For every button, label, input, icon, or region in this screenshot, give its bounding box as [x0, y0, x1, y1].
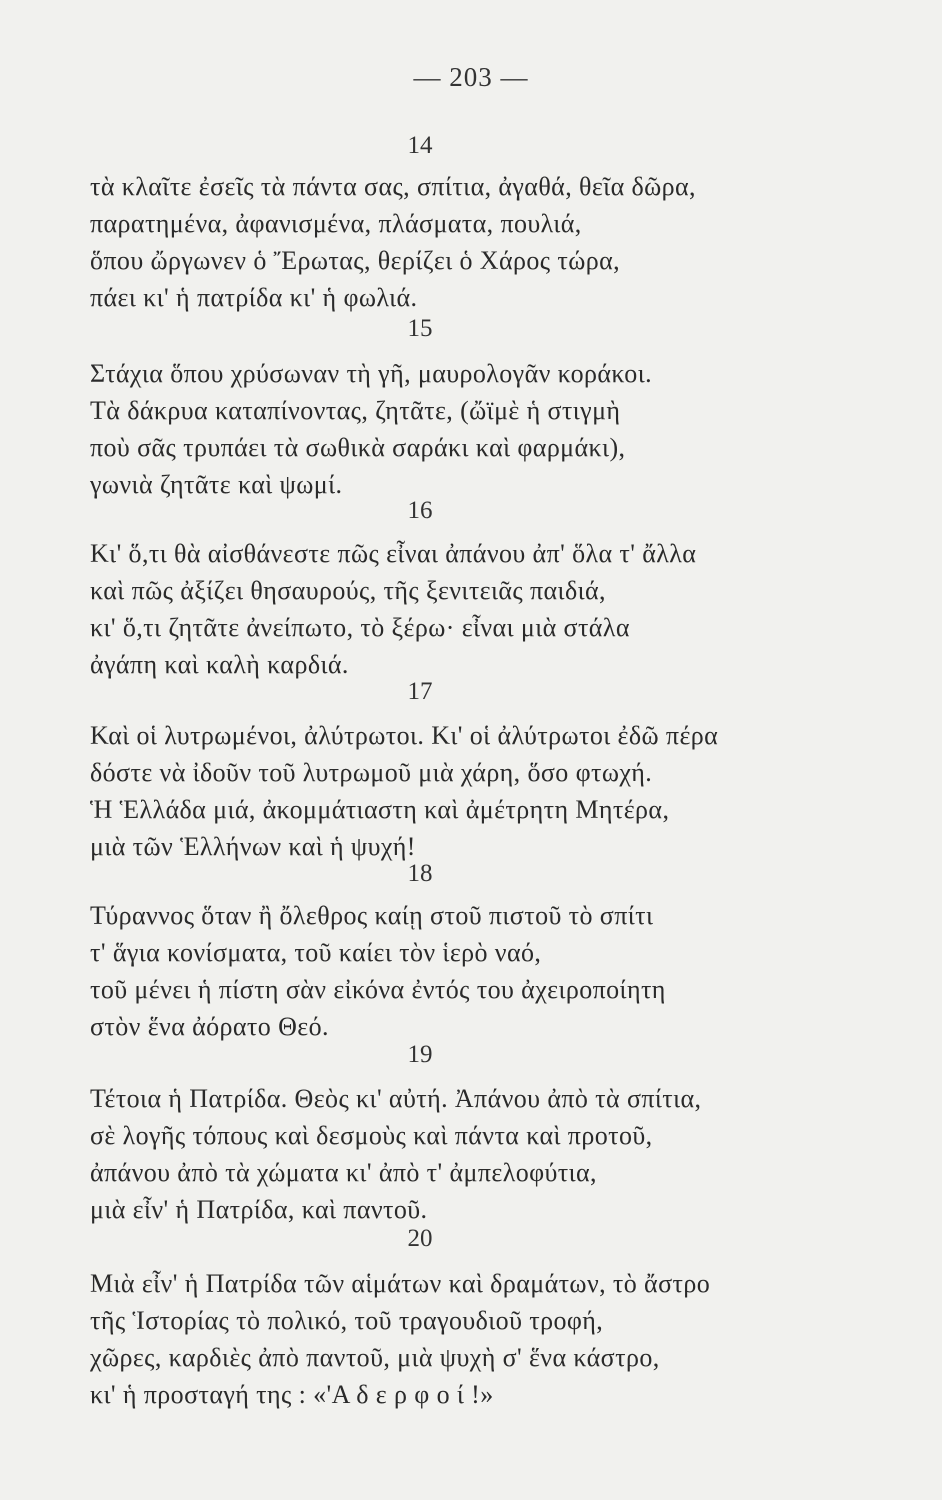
stanza-line: παρατημένα, ἀφανισμένα, πλάσματα, πουλιά,: [90, 209, 582, 238]
stanza-14: [90, 168, 890, 316]
stanza-line: μιὰ εἶν' ἡ Πατρίδα, καὶ παντοῦ.: [90, 1195, 428, 1224]
stanza-line: καὶ πῶς ἀξίζει θησαυρούς, τῆς ξενιτειᾶς παιδιά,: [90, 576, 606, 605]
stanza-16: [90, 535, 890, 683]
stanza-number-17: 17: [407, 678, 433, 705]
stanza-line: Ἡ Ἑλλάδα μιά, ἀκομμάτιαστη καὶ ἀμέτρητη Μητέρα,: [90, 795, 670, 824]
stanza-20: [90, 1265, 890, 1413]
stanza-line: πάει κι' ἡ πατρίδα κι' ἡ φωλιά.: [90, 283, 418, 312]
stanza-number-16: 16: [407, 497, 433, 524]
stanza-15: [90, 355, 890, 503]
stanza-number-15: 15: [407, 315, 433, 342]
stanza-line: Τὰ δάκρυα καταπίνοντας, ζητᾶτε, (ὤϊμὲ ἡ στιγμὴ: [90, 396, 621, 425]
stanza-number-20: 20: [407, 1225, 433, 1252]
stanza-18: [90, 897, 890, 1045]
stanza-line: τῆς Ἱστορίας τὸ πολικό, τοῦ τραγουδιοῦ τροφή,: [90, 1306, 604, 1335]
stanza-line: σὲ λογῆς τόπους καὶ δεσμοὺς καὶ πάντα καὶ προτοῦ,: [90, 1121, 653, 1150]
stanza-line: Μιὰ εἶν' ἡ Πατρίδα τῶν αἱμάτων καὶ δραμάτων, τὸ ἄστρο: [90, 1269, 711, 1298]
stanza-line: ἀγάπη καὶ καλὴ καρδιά.: [90, 650, 349, 679]
stanza-line: κι' ἡ προσταγή της : «'Α δ ε ρ φ ο ί !»: [90, 1380, 494, 1409]
stanza-number-18: 18: [407, 860, 433, 887]
stanza-line: ἀπάνου ἀπὸ τὰ χώματα κι' ἀπὸ τ' ἀμπελοφύτια,: [90, 1158, 597, 1187]
stanza-line: Στάχια ὅπου χρύσωναν τὴ γῆ, μαυρολογᾶν κοράκοι.: [90, 359, 653, 388]
stanza-line: χῶρες, καρδιὲς ἀπὸ παντοῦ, μιὰ ψυχὴ σ' ἕνα κάστρο,: [90, 1343, 660, 1372]
stanza-line: δόστε νὰ ἰδοῦν τοῦ λυτρωμοῦ μιὰ χάρη, ὅσο φτωχή.: [90, 758, 653, 787]
stanza-line: Τέτοια ἡ Πατρίδα. Θεὸς κι' αὐτή. Ἀπάνου ἀπὸ τὰ σπίτια,: [90, 1084, 702, 1113]
stanza-line: γωνιὰ ζητᾶτε καὶ ψωμί.: [90, 470, 343, 499]
stanza-line: στὸν ἕνα ἀόρατο Θεό.: [90, 1012, 329, 1041]
stanza-line: τὰ κλαῖτε ἐσεῖς τὰ πάντα σας, σπίτια, ἀγαθά, θεῖα δῶρα,: [90, 172, 696, 201]
stanza-line: τ' ἅγια κονίσματα, τοῦ καίει τὸν ἱερὸ ναό,: [90, 938, 542, 967]
stanza-number-14: 14: [407, 132, 433, 159]
stanza-17: [90, 717, 890, 865]
stanza-line: ποὺ σᾶς τρυπάει τὰ σωθικὰ σαράκι καὶ φαρμάκι),: [90, 433, 626, 462]
stanza-line: Καὶ οἱ λυτρωμένοι, ἀλύτρωτοι. Κι' οἱ ἀλύτρωτοι ἐδῶ πέρα: [90, 721, 719, 750]
stanza-line: Κι' ὅ,τι θὰ αἰσθάνεστε πῶς εἶναι ἀπάνου ἀπ' ὅλα τ' ἄλλα: [90, 539, 697, 568]
stanza-line: Τύραννος ὅταν ἢ ὄλεθρος καίῃ στοῦ πιστοῦ τὸ σπίτι: [90, 901, 654, 930]
stanza-19: [90, 1080, 890, 1228]
stanza-line: κι' ὅ,τι ζητᾶτε ἀνείπωτο, τὸ ξέρω· εἶναι μιὰ στάλα: [90, 613, 630, 642]
stanza-line: τοῦ μένει ἡ πίστη σὰν εἰκόνα ἐντός του ἀχειροποίητη: [90, 975, 666, 1004]
stanza-line: μιὰ τῶν Ἑλλήνων καὶ ἡ ψυχή!: [90, 832, 416, 861]
stanza-line: ὅπου ὤργωνεν ὁ Ἔρωτας, θερίζει ὁ Χάρος τώρα,: [90, 246, 621, 275]
stanza-number-19: 19: [407, 1041, 433, 1068]
page-number: — 203 —: [413, 62, 529, 92]
